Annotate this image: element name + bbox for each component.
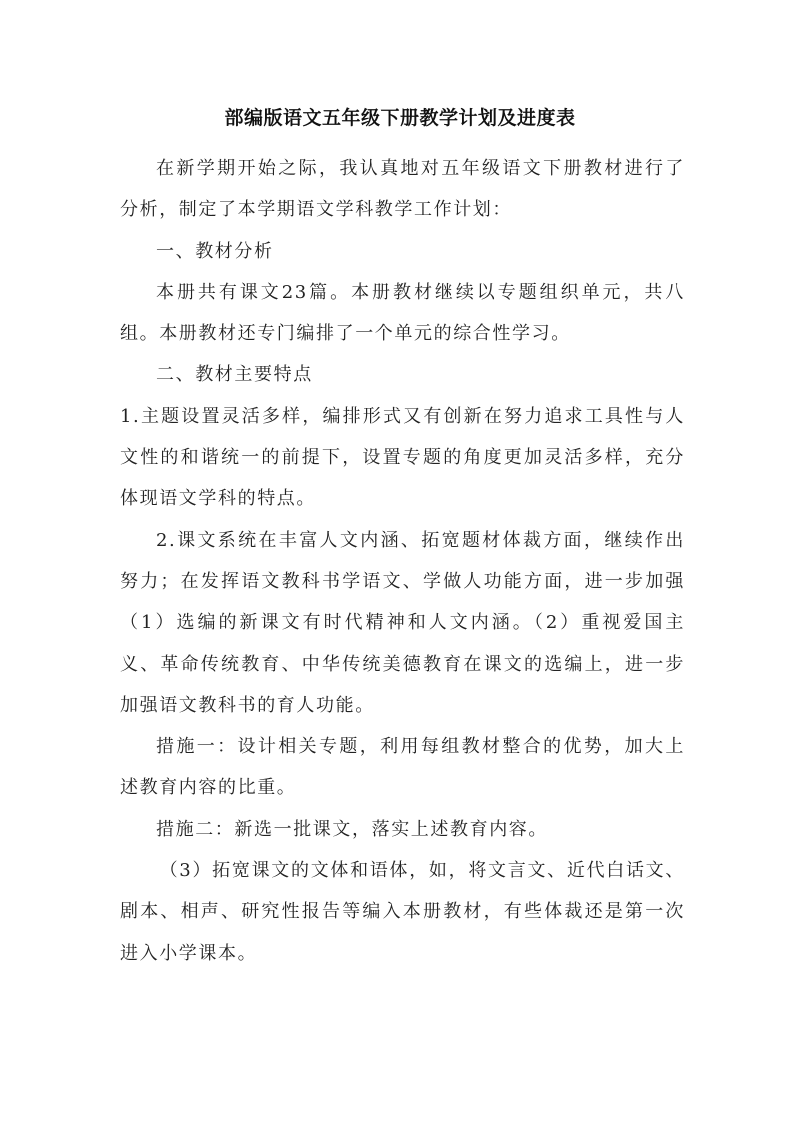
feature-2-paragraph: 2.课文系统在丰富人文内涵、拓宽题材体裁方面，继续作出努力；在发挥语文教科书学语文、学做人功能方面，进一步加强（1）选编的新课文有时代精神和人文内涵。（2）重视爱国主义、革命传统教育、中华传统美德教育在课文的选编上，进一步加强语文教科书的育人功能。 [120, 529, 685, 716]
point-3-paragraph: （3）拓宽课文的文体和语体，如，将文言文、近代白话文、剧本、相声、研究性报告等编入本册教材，有些体裁还是第一次进入小学课本。 [120, 860, 685, 964]
intro-paragraph: 在新学期开始之际，我认真地对五年级语文下册教材进行了分析，制定了本学期语文学科教学工作计划： [120, 158, 685, 221]
feature-1-paragraph: 1.主题设置灵活多样，编排形式又有创新在努力追求工具性与人文性的和谐统一的前提下，设置专题的角度更加灵活多样，充分体现语文学科的特点。 [120, 405, 685, 510]
measure-1-paragraph: 措施一：设计相关专题，利用每组教材整合的优势，加大上述教育内容的比重。 [120, 736, 685, 799]
document-title: 部编版语文五年级下册教学计划及进度表 [224, 107, 576, 129]
section-heading-textbook-analysis: 一、教材分析 [156, 240, 274, 262]
document-body [120, 148, 685, 974]
section-heading-main-features: 二、教材主要特点 [156, 364, 313, 386]
textbook-analysis-paragraph: 本册共有课文23篇。本册教材继续以专题组织单元，共八组。本册教材还专门编排了一个单元的综合性学习。 [120, 281, 685, 345]
measure-2-paragraph: 措施二：新选一批课文，落实上述教育内容。 [156, 818, 548, 840]
